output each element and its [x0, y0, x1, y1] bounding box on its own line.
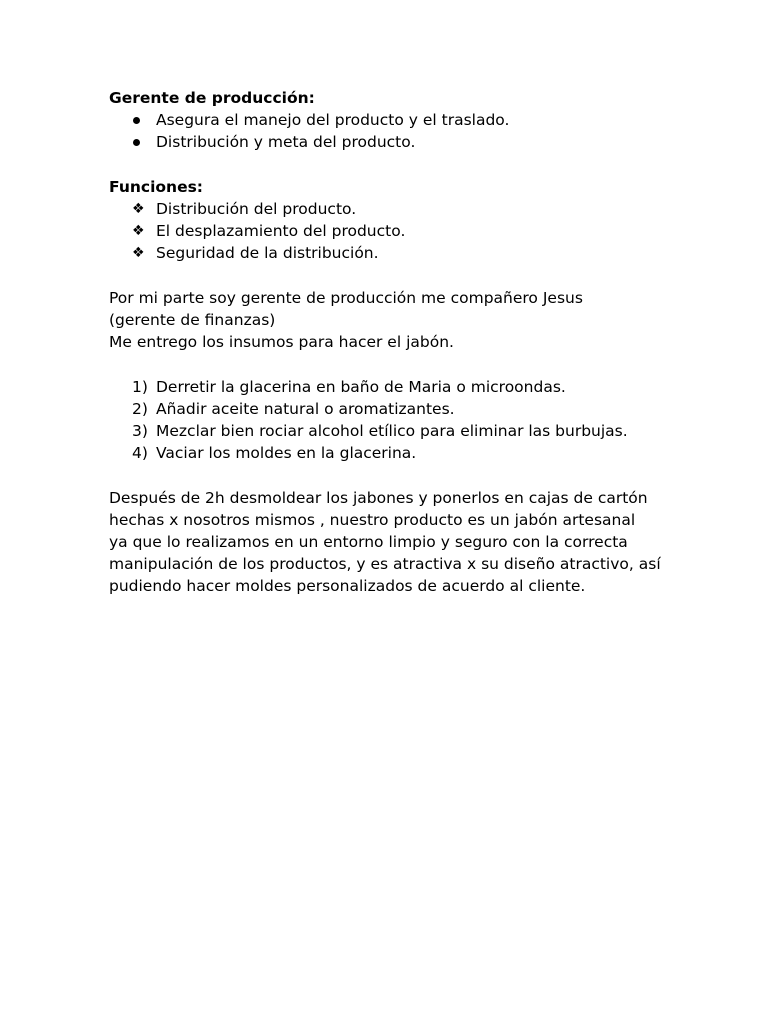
list-item [109, 109, 679, 131]
document-body [109, 87, 679, 598]
blank-line [109, 154, 679, 176]
paragraph-line: pudiendo hacer moldes personalizados de acuerdo al cliente. [109, 577, 586, 596]
list-item-text: Mezclar bien rociar alcohol etílico para eliminar las burbujas. [156, 422, 628, 440]
list-item-text: Seguridad de la distribución. [156, 244, 379, 263]
list-item [109, 220, 679, 242]
paragraph-line: (gerente de finanzas) [109, 311, 276, 329]
section-heading-funciones: Funciones: [109, 177, 204, 196]
blank-line [109, 265, 679, 287]
paragraph-line: ya que lo realizamos en un entorno limpio y seguro con la correcta [109, 533, 628, 551]
bullet-disc-icon [133, 139, 140, 146]
list-item [109, 442, 679, 464]
list-item-text: Distribución y meta del producto. [156, 133, 416, 152]
bullet-disc-icon [133, 117, 140, 124]
list-item [109, 242, 679, 264]
blank-line [109, 353, 679, 375]
numbered-steps-list [109, 376, 679, 465]
section-heading-gerente: Gerente de producción: [109, 89, 315, 107]
list-item-text: Distribución del producto. [156, 200, 357, 218]
paragraph-line: Después de 2h desmoldear los jabones y ponerlos en cajas de cartón [109, 488, 648, 507]
paragraph-line: Me entrego los insumos para hacer el jabón. [109, 333, 454, 352]
bullet-list-funciones [109, 198, 679, 265]
step-number: 3) [132, 422, 148, 440]
paragraph-line: hechas x nosotros mismos , nuestro producto es un jabón artesanal [109, 510, 636, 529]
step-number: 1) [132, 377, 148, 396]
list-item-text: El desplazamiento del producto. [156, 222, 406, 241]
diamond-bullet-icon: ❖ [132, 201, 145, 217]
list-item [109, 198, 679, 220]
list-item [109, 420, 679, 442]
paragraph-conclusion [109, 487, 679, 598]
list-item [109, 398, 679, 420]
list-item [109, 131, 679, 153]
bullet-list-gerente [109, 109, 679, 153]
paragraph-line: manipulación de los productos, y es atractiva x su diseño atractivo, así [109, 555, 661, 574]
step-number: 2) [132, 399, 148, 418]
list-item [109, 376, 679, 398]
paragraph-line: Por mi parte soy gerente de producción me compañero Jesus [109, 288, 583, 307]
list-item-text: Asegura el manejo del producto y el traslado. [156, 111, 510, 130]
list-item-text: Derretir la glacerina en baño de Maria o microondas. [156, 377, 566, 396]
diamond-bullet-icon: ❖ [132, 245, 145, 262]
diamond-bullet-icon: ❖ [132, 223, 145, 240]
blank-line [109, 464, 679, 486]
step-number: 4) [132, 444, 148, 463]
list-item-text: Vaciar los moldes en la glacerina. [156, 444, 417, 463]
paragraph-intro [109, 287, 679, 354]
list-item-text: Añadir aceite natural o aromatizantes. [156, 399, 455, 418]
